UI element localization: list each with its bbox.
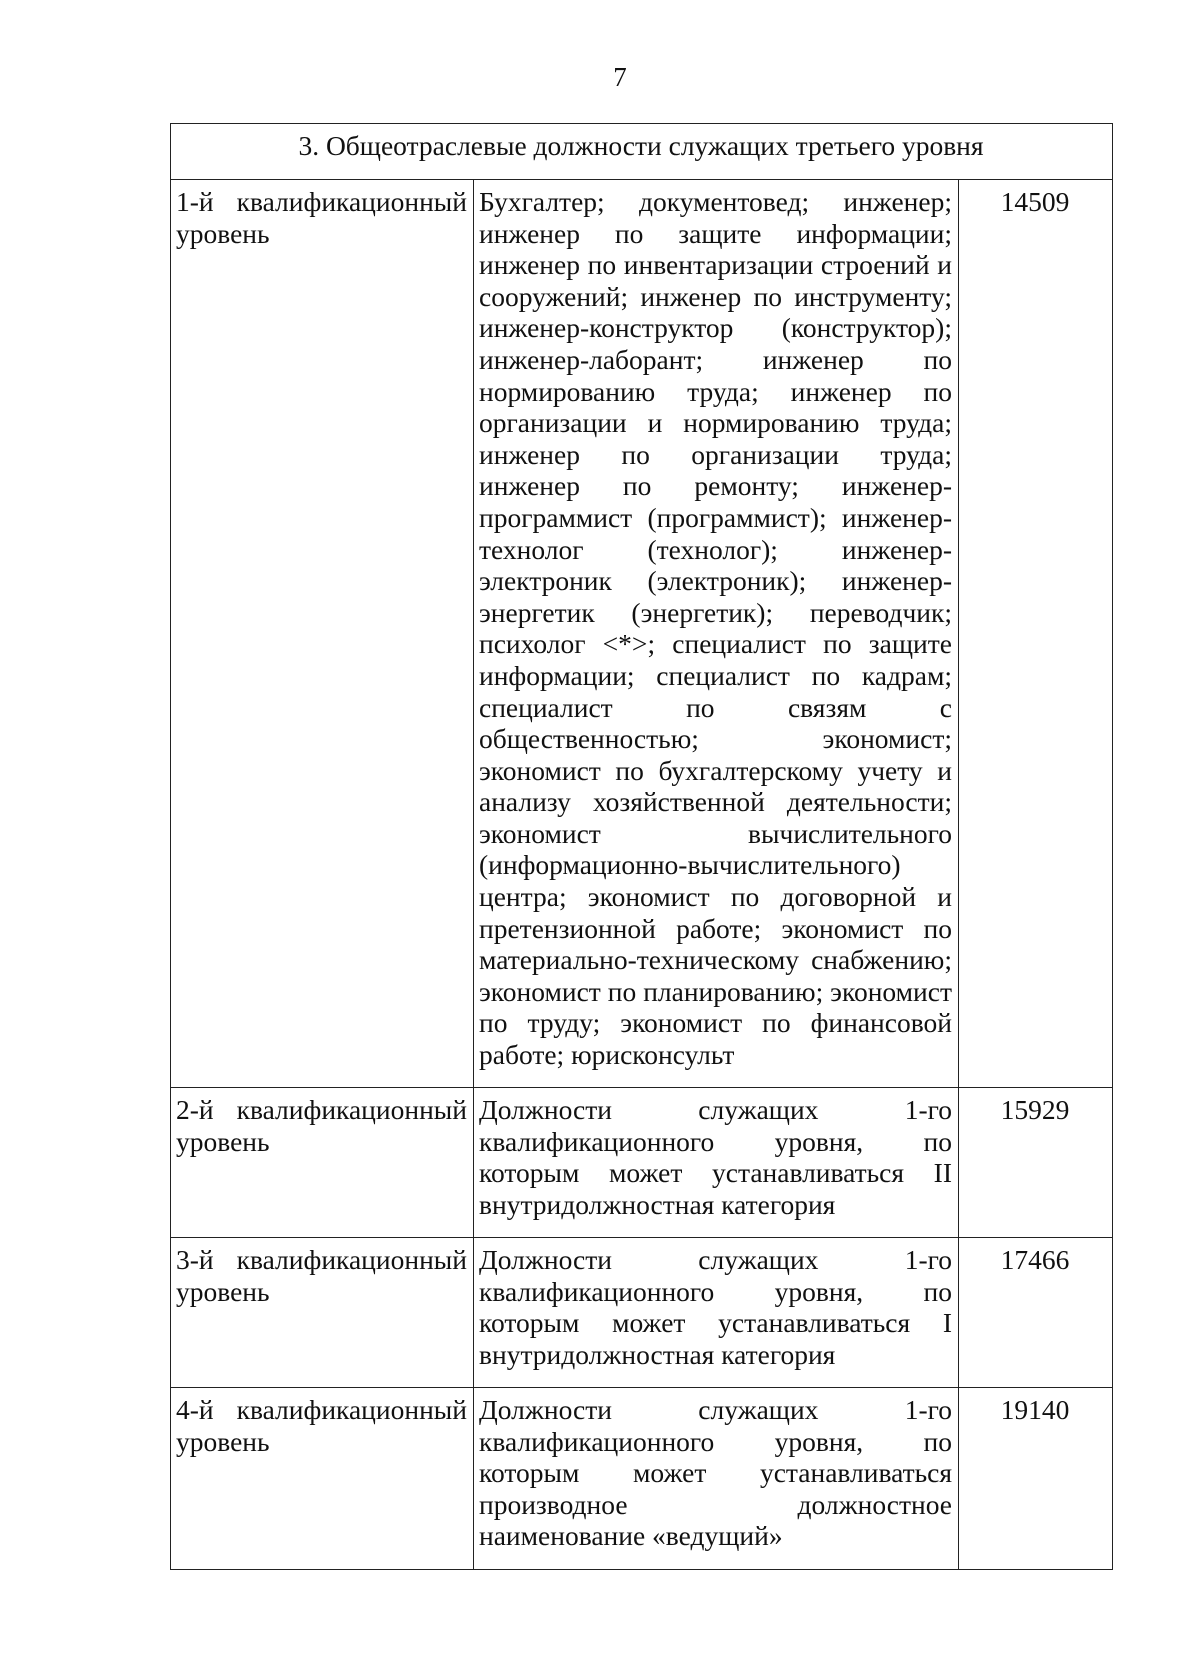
table-row [171, 1388, 1113, 1570]
positions-description: Должности служащих 1-го квалификационного уровня, по которым может устанавливаться производное должностное наименование «ведущий» [474, 1388, 959, 1570]
qualification-level: 1-й квалификационный уровень [171, 180, 474, 1088]
qualification-level: 2-й квалификационный уровень [171, 1088, 474, 1238]
positions-description: Должности служащих 1-го квалификационного уровня, по которым может устанавливаться II внутридолжностная категория [474, 1088, 959, 1238]
page-number: 7 [613, 62, 627, 92]
table-row [171, 1088, 1113, 1238]
salary-value: 15929 [959, 1088, 1113, 1238]
salary-value: 14509 [959, 180, 1113, 1088]
salary-value: 19140 [959, 1388, 1113, 1570]
qualification-level: 3-й квалификационный уровень [171, 1238, 474, 1388]
table-section-header [171, 124, 1113, 180]
positions-description: Бухгалтер; документовед; инженер; инженер по защите информации; инженер по инвентаризации строений и сооружений; инженер по инструменту; инженер-конструктор (конструктор); инженер-лаборант; инженер по нормированию труда; инженер по организации и нормированию труда; инженер по организации труда; инженер по ремонту; инженер-программист (программист); инженер-технолог (технолог); инженер-электроник (электроник); инженер-энергетик (энергетик); переводчик; психолог <*>; специалист по защите информации; специалист по кадрам; специалист по связям с общественностью; экономист; экономист по бухгалтерскому учету и анализу хозяйственной деятельности; экономист вычислительного (информационно-вычислительного) центра; экономист по договорной и претензионной работе; экономист по материально-техническому снабжению; экономист по планированию; экономист по труду; экономист по финансовой работе; юрисконсульт [474, 180, 959, 1088]
table-row [171, 180, 1113, 1088]
positions-description: Должности служащих 1-го квалификационного уровня, по которым может устанавливаться I внутридолжностная категория [474, 1238, 959, 1388]
section-title: 3. Общеотраслевые должности служащих третьего уровня [171, 124, 1113, 180]
positions-table [170, 123, 1113, 1570]
table-row [171, 1238, 1113, 1388]
salary-value: 17466 [959, 1238, 1113, 1388]
qualification-level: 4-й квалификационный уровень [171, 1388, 474, 1570]
